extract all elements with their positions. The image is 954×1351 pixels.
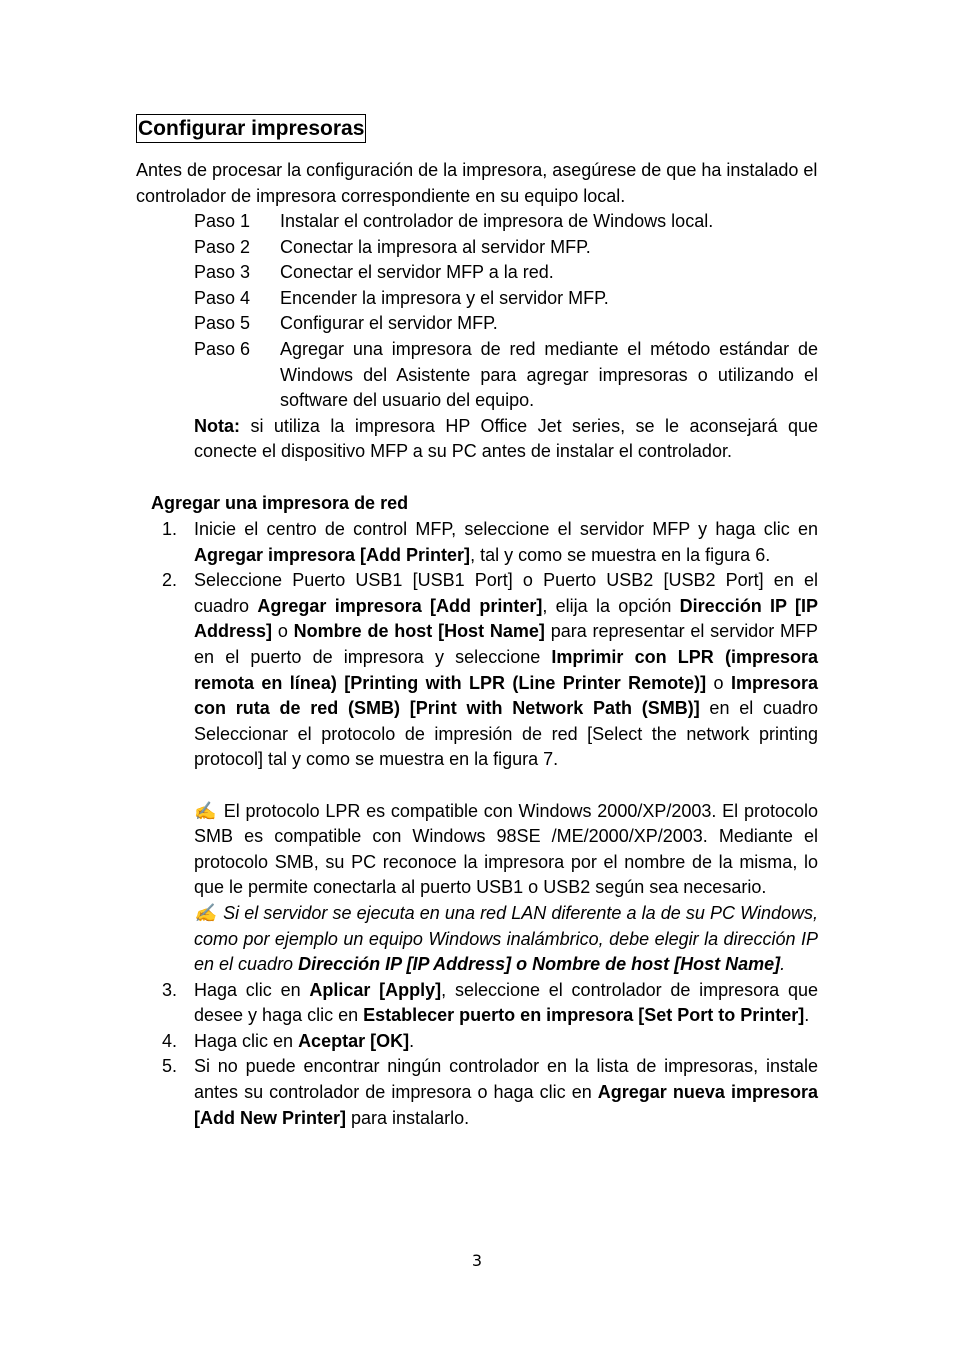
bold-term: Agregar nueva impresora [Add New Printer] <box>194 1082 818 1128</box>
tip-text: Si el servidor se ejecuta en una red LAN diferente a la de su PC Windows, como por ejemplo un equipo Windows inalámbrico, debe elegir la dirección IP en el cuadro <box>194 902 818 975</box>
steps-list <box>194 209 818 465</box>
tip-paragraph <box>194 799 818 901</box>
item-text: , tal y como se muestra en la figura 6. <box>470 544 771 565</box>
bold-term: Nombre de host [Host Name] <box>293 621 545 642</box>
step-text: Instalar el controlador de impresora de Windows local. <box>280 211 714 231</box>
step-text: Conectar la impresora al servidor MFP. <box>280 236 591 257</box>
list-item <box>162 978 819 1029</box>
bold-term: Aplicar [Apply] <box>309 979 442 1000</box>
pencil-icon: ✍ <box>194 800 217 821</box>
step-row <box>194 337 818 414</box>
bold-term: Agregar impresora [Add printer] <box>257 595 543 616</box>
item-text: Haga clic en <box>194 979 310 1000</box>
step-label: Paso 3 <box>194 262 251 283</box>
section-heading: Agregar una impresora de red <box>151 493 409 513</box>
step-row <box>194 260 818 286</box>
step-label: Paso 1 <box>194 211 251 231</box>
tip-paragraph <box>194 901 818 978</box>
bold-term: Establecer puerto en impresora [Set Port to Printer] <box>363 1005 805 1026</box>
list-item <box>162 517 818 568</box>
pencil-icon: ✍ <box>194 902 217 923</box>
item-text: o <box>706 672 731 693</box>
bold-term: Impresora con ruta de red (SMB) [Print with Network Path (SMB)] <box>194 672 818 719</box>
page-number: 3 <box>471 1251 483 1270</box>
page-title: Configurar impresoras <box>136 114 366 143</box>
step-label: Paso 5 <box>194 313 251 334</box>
item-text: para instalarlo. <box>346 1107 470 1128</box>
note-label: Nota: <box>194 415 240 436</box>
item-number: 3. <box>162 979 178 1000</box>
bold-term: Imprimir con LPR (impresora remota en línea) [Printing with LPR (Line Printer Remote)] <box>194 646 818 693</box>
step-row <box>194 286 818 312</box>
spacer <box>194 773 818 799</box>
item-text: o <box>272 621 294 642</box>
step-text: Encender la impresora y el servidor MFP. <box>280 287 609 308</box>
note-text: si utiliza la impresora HP Office Jet series, se le aconsejará que conecte el dispositivo MFP a su PC antes de instalar el controlador. <box>194 415 818 462</box>
bold-term: Dirección IP [IP Address] o Nombre de host [Host Name] <box>298 954 781 975</box>
item-number: 2. <box>162 570 178 591</box>
list-item <box>162 568 819 773</box>
item-text: Inicie el centro de control MFP, seleccione el servidor MFP y haga clic en <box>194 519 818 539</box>
item-number: 5. <box>162 1056 178 1077</box>
step-label: Paso 6 <box>194 338 251 359</box>
item-number: 1. <box>162 519 178 539</box>
step-row <box>194 311 818 337</box>
tip-text: . <box>780 954 786 975</box>
tip-text: El protocolo LPR es compatible con Windows 2000/XP/2003. El protocolo SMB es compatible con Windows 98SE /ME/2000/XP/2003. Mediante el protocolo SMB, su PC reconoce la impresora por el nombre de la misma, lo que le permite conectarla al puerto USB1 o USB2 según sea necesario. <box>194 800 818 898</box>
step-text: Agregar una impresora de red mediante el método estándar de Windows del Asistente para agregar impresoras o utilizando el software del usuario del equipo. <box>280 338 818 411</box>
list-item <box>162 1054 818 1131</box>
item-text: para representar el servidor MFP en el puerto de impresora y seleccione <box>194 621 818 667</box>
step-row <box>194 235 818 261</box>
step-text: Configurar el servidor MFP. <box>280 313 498 334</box>
bold-term: Agregar impresora [Add Printer] <box>194 544 471 565</box>
item-text: , elija la opción <box>542 595 680 616</box>
item-text: . <box>804 1005 810 1026</box>
instructions-list <box>162 517 819 1131</box>
note-paragraph <box>194 414 818 465</box>
item-text: Haga clic en <box>194 1030 299 1051</box>
step-row <box>194 209 818 235</box>
item-text: , seleccione el controlador de impresora que desee y haga clic en <box>194 979 819 1026</box>
step-label: Paso 2 <box>194 236 251 257</box>
item-text: Si no puede encontrar ningún controlador en la lista de impresoras, instale antes su controlador de impresora o haga clic en <box>194 1056 818 1103</box>
step-label: Paso 4 <box>194 287 251 308</box>
item-text: Seleccione Puerto USB1 [USB1 Port] o Puerto USB2 [USB2 Port] en el cuadro <box>194 570 818 616</box>
item-text: en el cuadro Seleccionar el protocolo de impresión de red [Select the network printing protocol] tal y como se muestra en la figura 7. <box>194 698 818 770</box>
step-text: Conectar el servidor MFP a la red. <box>280 262 554 283</box>
item-text: . <box>409 1030 415 1051</box>
item-number: 4. <box>162 1030 178 1051</box>
bold-term: Aceptar [OK] <box>298 1030 410 1051</box>
list-item <box>162 1029 818 1055</box>
intro-paragraph: Antes de procesar la configuración de la impresora, asegúrese de que ha instalado el controlador de impresora correspondiente en su equipo local. <box>136 160 818 206</box>
bold-term: Dirección IP [IP Address] <box>194 595 819 642</box>
